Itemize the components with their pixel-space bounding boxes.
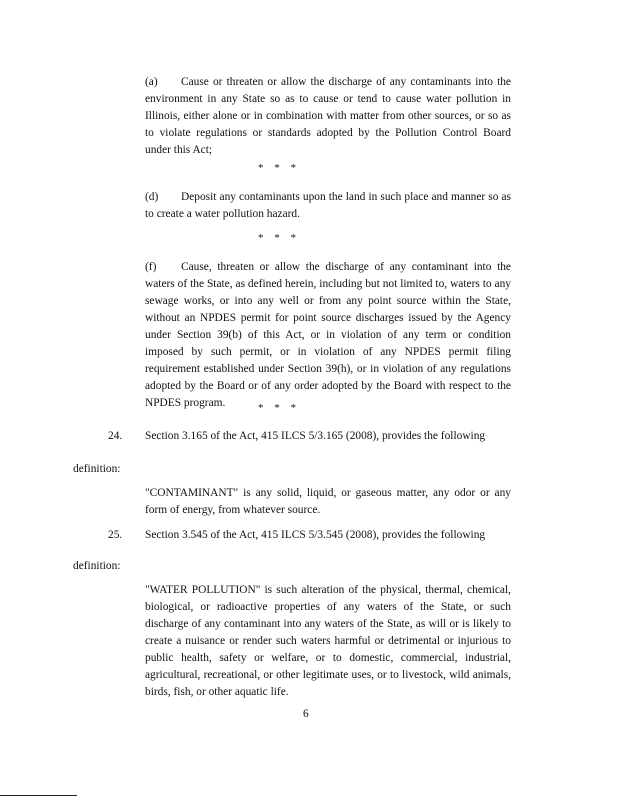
paragraph-number: 24. <box>108 430 123 442</box>
quote-subsection-a <box>145 74 511 159</box>
paragraph-25-continuation: definition: <box>73 560 121 572</box>
subsection-text: Cause, threaten or allow the discharge of any contaminant into the waters of the State, as defined herein, including but not limited to, waters to any sewage works, or into any well or from any point source within the State, without an NPDES permit for point source discharges issued by the Agency under Section 39(b) of this Act, or in violation of any term or condition imposed by such permit, or in violation of any NPDES permit filing requirement established under Section 39(h), or in violation of any regulations adopted by the Board or of any order adopted by the Board with respect to the NPDES program. <box>145 261 511 409</box>
subsection-label: (d) <box>145 191 159 203</box>
subsection-text: Deposit any contaminants upon the land in such place and manner so as to create a water pollution hazard. <box>145 191 511 220</box>
paragraph-text: Section 3.165 of the Act, 415 ILCS 5/3.165 (2008), provides the following <box>145 430 486 442</box>
paragraph-24-continuation: definition: <box>73 463 121 475</box>
subsection-text: Cause or threaten or allow the discharge of any contaminants into the environment in any State so as to cause or tend to cause water pollution in Illinois, either alone or in combination with matter from other sources, or so as to violate regulations or standards adopted by the Pollution Control Board under this Act; <box>145 76 511 156</box>
paragraph-number: 25. <box>108 529 123 541</box>
definition-contaminant: "CONTAMINANT" is any solid, liquid, or gaseous matter, any odor or any form of energy, from whatever source. <box>145 487 511 516</box>
footnote-separator-line <box>0 795 77 796</box>
page-number: 6 <box>303 708 309 720</box>
omission-stars: * * * <box>258 232 300 244</box>
definition-water-pollution: "WATER POLLUTION" is such alteration of the physical, thermal, chemical, biological, or radioactive properties of any waters of the State, or such discharge of any contaminant into any waters of the State, as will or is likely to create a nuisance or render such waters harmful or detrimental or injurious to public health, safety or welfare, or to domestic, commercial, industrial, agricultural, recreational, or other legitimate uses, or to livestock, wild animals, birds, fish, or other aquatic life. <box>145 584 511 698</box>
subsection-label: (f) <box>145 261 157 273</box>
subsection-label: (a) <box>145 76 158 88</box>
paragraph-text: Section 3.545 of the Act, 415 ILCS 5/3.545 (2008), provides the following <box>145 529 486 541</box>
omission-stars: * * * <box>258 162 300 174</box>
quote-subsection-f <box>145 259 511 412</box>
paragraph-24 <box>108 428 512 445</box>
quote-subsection-d <box>145 189 511 223</box>
omission-stars: * * * <box>258 402 300 414</box>
paragraph-25 <box>108 527 512 544</box>
